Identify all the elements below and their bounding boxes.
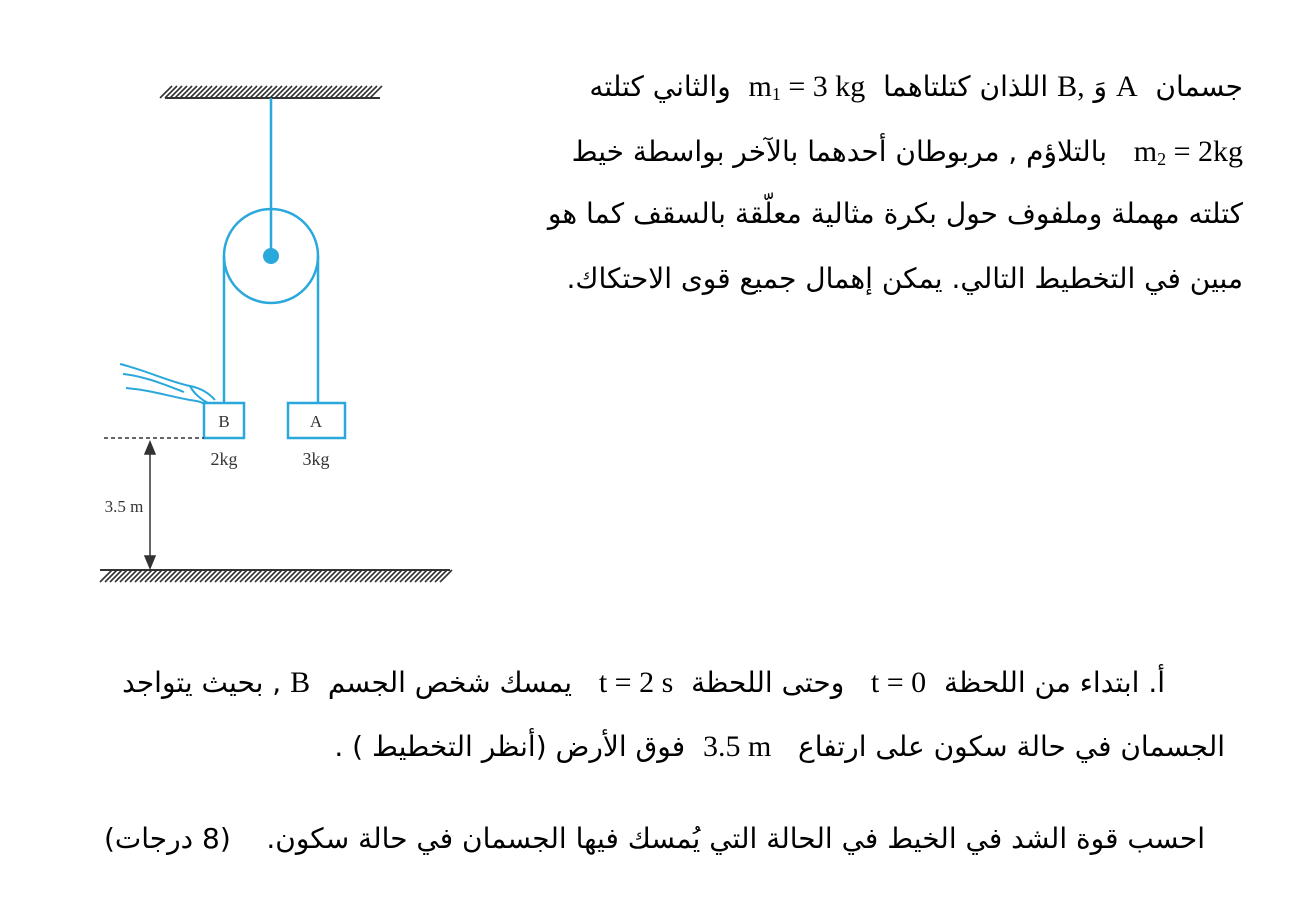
question-a-line-1 (122, 668, 1165, 698)
intro-text: بالتلاؤم , مربوطان أحدهما بالآخر بواسطة خيط (571, 135, 1108, 168)
ceiling (160, 86, 382, 98)
ground (100, 570, 452, 582)
pulley-axle (263, 248, 279, 264)
pulley-diagram (90, 70, 460, 590)
label-a: A (1115, 70, 1138, 103)
conj: وَ (1093, 70, 1108, 103)
block-b-mass: 2kg (210, 449, 238, 469)
height-value: 3.5 m (702, 730, 772, 763)
question-text: يمسك شخص الجسم (327, 666, 573, 699)
m1-equation: $m_1 = 3$ kg (748, 70, 866, 104)
question-a-line-2 (334, 732, 1225, 762)
t0-value: t = 0 (870, 666, 927, 699)
intro-line-3: كتلته مهملة وملفوف حول بكرة مثالية معلّقة بالسقف كما هو (547, 197, 1243, 230)
t2-value: t = 2 s (598, 666, 674, 699)
intro-line-2 (572, 137, 1243, 168)
question-text: وحتى اللحظة (691, 666, 845, 699)
intro-text: جسمان (1155, 70, 1243, 103)
question-text: أ. ابتداء من اللحظة (944, 666, 1165, 699)
label-b: B, (1057, 70, 1085, 103)
block-a-label: A (309, 412, 323, 431)
question-task (103, 822, 1205, 855)
intro-text: اللذان كتلتاهما (883, 70, 1049, 103)
height-label: 3.5 m (104, 497, 144, 516)
hand-drawing (120, 364, 215, 404)
m2-equation: $m_2 = 2kg$ (1133, 135, 1243, 169)
height-arrow (145, 442, 155, 568)
question-text: , بحيث يتواجد (122, 666, 282, 699)
block-a-mass: 3kg (302, 449, 330, 469)
question-text: فوق الأرض (أنظر التخطيط ) . (334, 730, 686, 763)
task-text: احسب قوة الشد في الخيط في الحالة التي يُمسك فيها الجسمان في حالة سكون. (266, 822, 1205, 855)
question-text: الجسمان في حالة سكون على ارتفاع (797, 730, 1225, 763)
intro-line-1 (589, 72, 1243, 103)
points-label: (8 درجات) (103, 822, 231, 855)
block-b-label: B (218, 412, 230, 431)
intro-text: والثاني كتلته (589, 70, 731, 103)
intro-line-4: مبين في التخطيط التالي. يمكن إهمال جميع قوى الاحتكاك. (566, 262, 1243, 295)
body-b: B (290, 666, 311, 699)
